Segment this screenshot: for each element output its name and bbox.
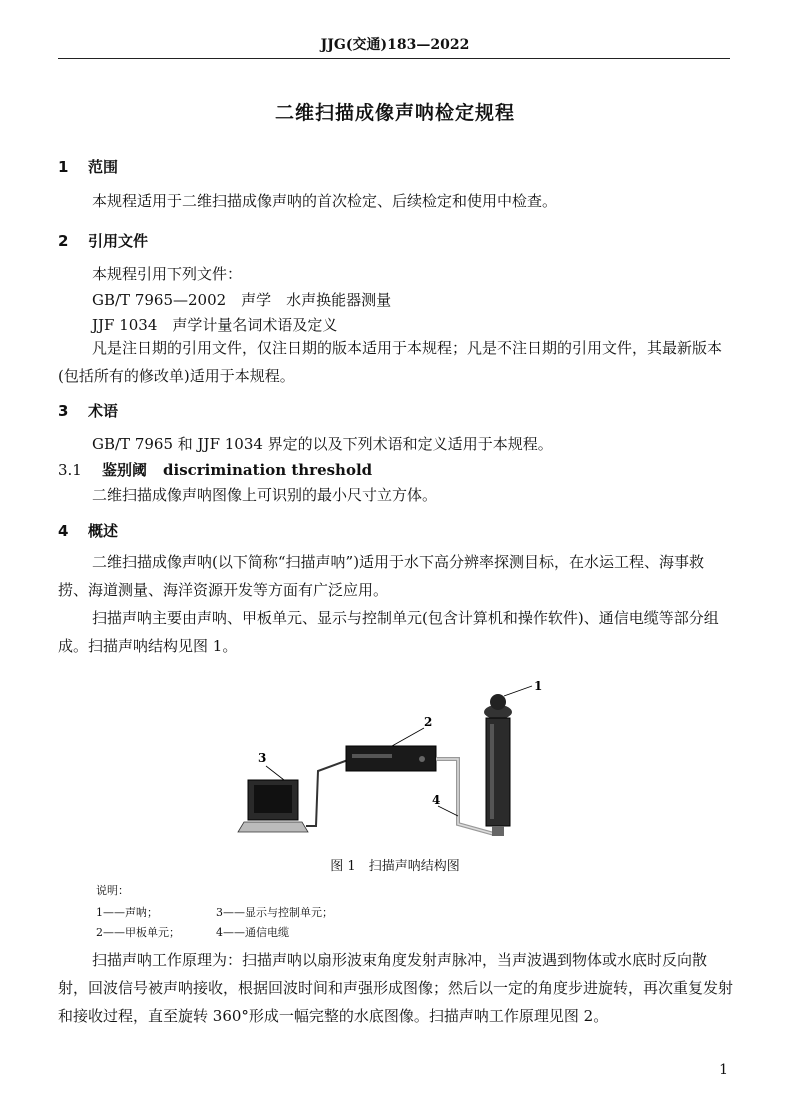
communication-cable — [436, 759, 494, 834]
figure-caption: 图 1 扫描声呐结构图 — [330, 859, 460, 874]
term-en: discrimination threshold — [163, 461, 373, 479]
section-title: 范围 — [88, 158, 119, 176]
legend-title: 说明： — [96, 884, 129, 897]
overview-paragraph-3: 扫描声呐工作原理为：扫描声呐以扇形波束角度发射声脉冲，当声波遇到物体或水底时反向散射，回波信号被声呐接收，根据回波时间和声强形成图像；然后以一定的角度步进旋转，再次重复发射和接收过程，直至旋转 360°形成一幅完整的水底图像。扫描声呐工作原理见图 2。 — [58, 951, 734, 1025]
legend-item: 2——甲板单元； — [96, 926, 180, 939]
section-number: 3 — [58, 402, 69, 420]
ref-item: JJF 1034 声学计量名词术语及定义 — [92, 316, 338, 334]
header-divider — [58, 58, 730, 59]
overview-paragraph-1: 二维扫描成像声呐(以下简称“扫描声呐”)适用于水下高分辨率探测目标，在水运工程、海事救捞、海道测量、海洋资源开发等方面有广泛应用。 — [58, 553, 705, 599]
refs-note-paragraph: 凡是注日期的引用文件，仅注日期的版本适用于本规程；凡是不注日期的引用文件，其最新版本(包括所有的修改单)适用于本规程。 — [58, 339, 723, 385]
term-cn: 鉴别阈 — [102, 461, 148, 479]
section-number: 4 — [58, 522, 69, 540]
figure-sonar-structure — [236, 676, 566, 846]
section-number: 1 — [58, 158, 69, 176]
section-heading-4 — [58, 520, 118, 541]
figure-label-3: 3 — [258, 751, 267, 765]
laptop-illustration — [238, 780, 308, 832]
refs-intro: 本规程引用下列文件： — [92, 265, 243, 283]
overview-paragraph-2: 扫描声呐主要由声呐、甲板单元、显示与控制单元(包含计算机和操作软件)、通信电缆等部分组成。扫描声呐结构见图 1。 — [58, 609, 719, 655]
page-title: 二维扫描成像声呐检定规程 — [274, 102, 515, 124]
section-heading-3 — [58, 400, 118, 421]
figure-label-4: 4 — [432, 793, 441, 807]
ref-item: GB/T 7965—2002 声学 水声换能器测量 — [92, 291, 392, 309]
term-definition: 二维扫描成像声呐图像上可识别的最小尺寸立方体。 — [92, 486, 438, 504]
usb-cable — [306, 760, 348, 826]
terms-intro: GB/T 7965 和 JJF 1034 界定的以及下列术语和定义适用于本规程。 — [92, 435, 553, 453]
deck-unit-illustration — [346, 746, 436, 771]
term-entry — [58, 459, 372, 480]
sonar-head-illustration — [484, 694, 512, 836]
section-heading-1 — [58, 156, 118, 177]
section-title: 术语 — [88, 402, 119, 420]
section-title: 概述 — [88, 522, 119, 540]
legend-item: 3——显示与控制单元； — [216, 906, 333, 919]
term-number: 3.1 — [58, 461, 82, 479]
scope-paragraph: 本规程适用于二维扫描成像声呐的首次检定、后续检定和使用中检查。 — [92, 192, 558, 210]
figure-label-1: 1 — [534, 679, 543, 693]
page-number: 1 — [719, 1062, 728, 1078]
legend-item: 4——通信电缆 — [216, 926, 289, 939]
section-number: 2 — [58, 232, 69, 250]
section-heading-2 — [58, 230, 148, 251]
figure-label-2: 2 — [424, 715, 433, 729]
standard-code-header: JJG(交通)183—2022 — [320, 37, 470, 53]
section-title: 引用文件 — [88, 232, 149, 250]
legend-item: 1——声呐； — [96, 906, 158, 919]
